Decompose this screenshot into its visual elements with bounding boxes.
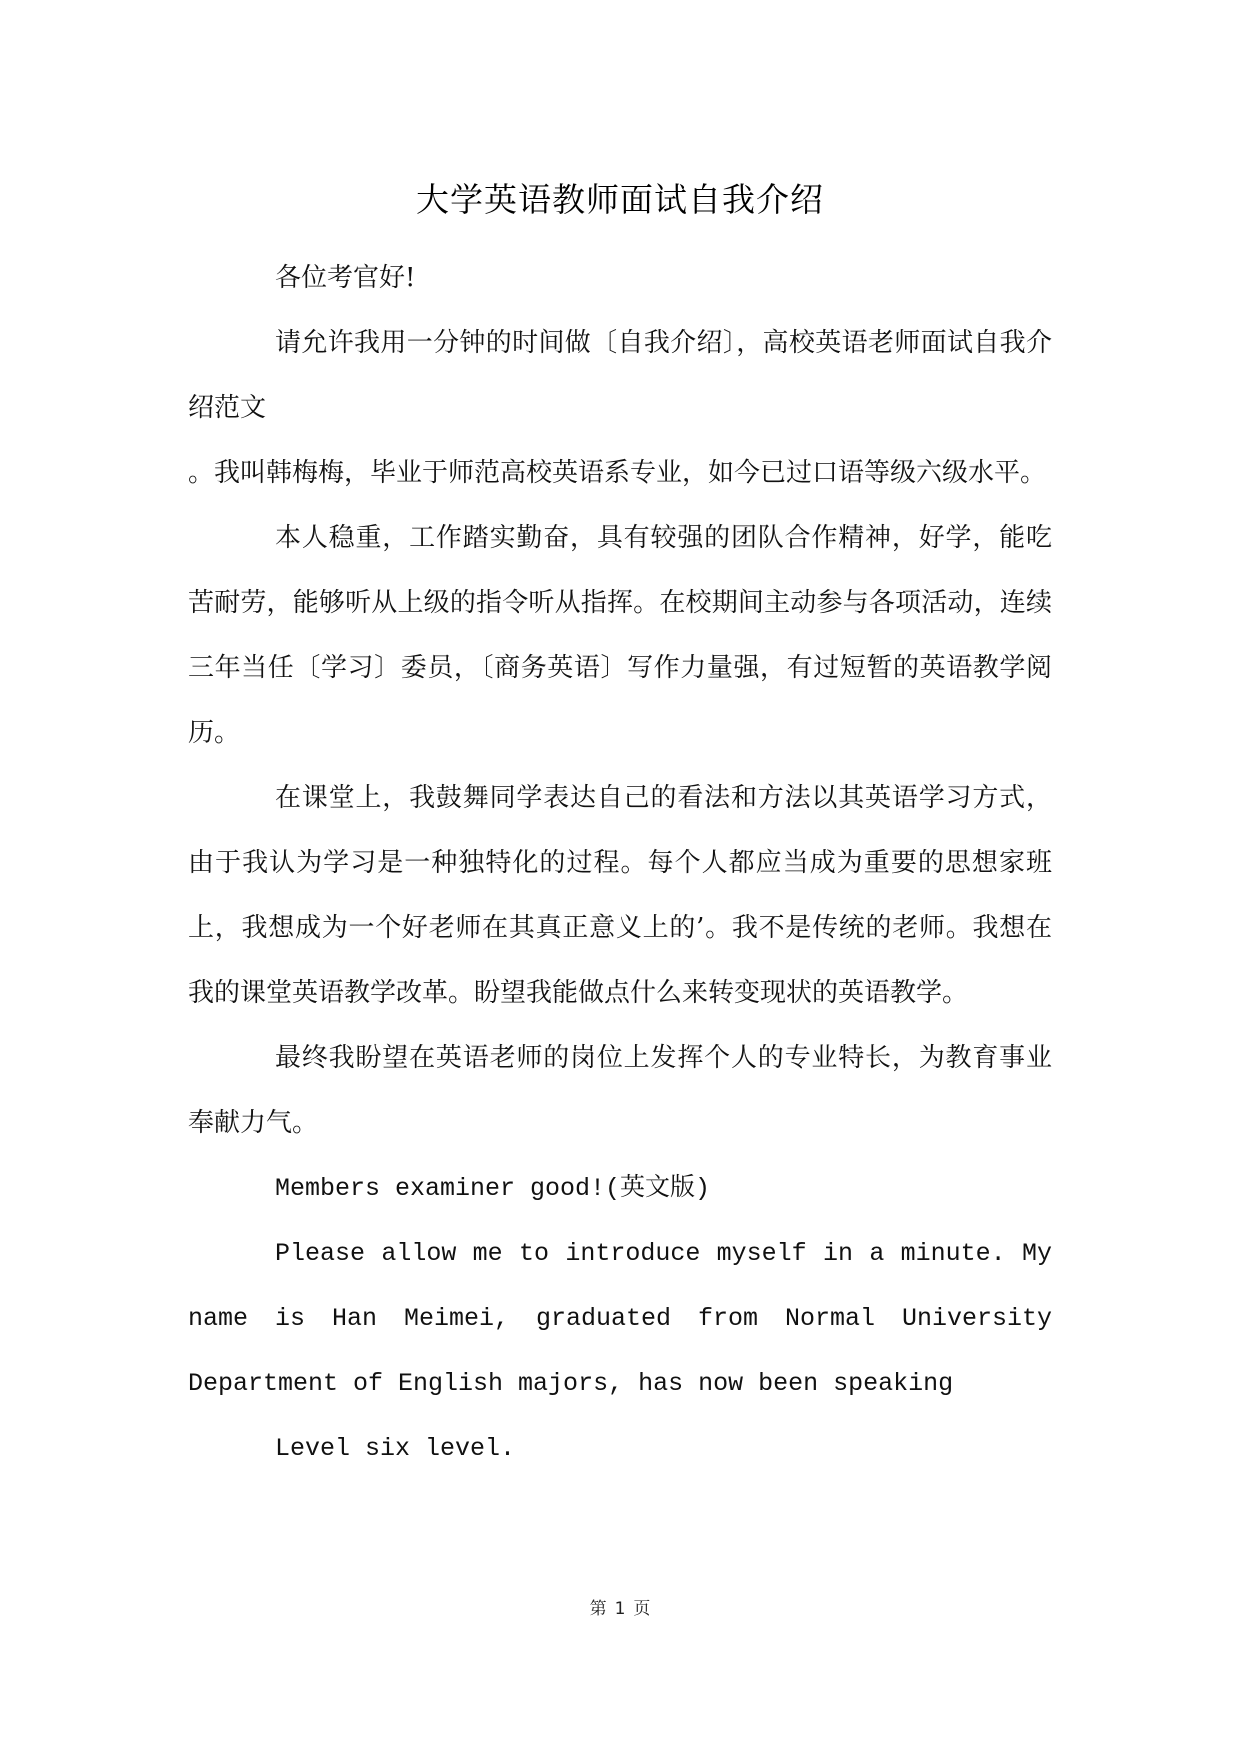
paragraph-name-education: 。我叫韩梅梅，毕业于师范高校英语系专业，如今已过口语等级六级水平。	[188, 458, 1047, 488]
paragraph-personality: 本人稳重，工作踏实勤奋，具有较强的团队合作精神，好学，能吃苦耐劳，能够听从上级的指令听从指挥。在校期间主动参与各项活动，连续三年当任〔学习〕委员，〔商务英语〕写作力量强，有过短暂的英语教学阅历。	[188, 523, 1052, 748]
document-title: 大学英语教师面试自我介绍	[416, 180, 824, 220]
page-number-suffix: 页	[633, 1599, 651, 1619]
paragraph-teaching-philosophy: 在课堂上，我鼓舞同学表达自己的看法和方法以其英语学习方式，由于我认为学习是一种独特化的过程。每个人都应当成为重要的思想家班上，我想成为一个好老师在其真正意义上的’。我不是传统的老师。我想在我的课堂英语教学改革。盼望我能做点什么来转变现状的英语教学。	[188, 783, 1052, 1008]
paragraph-closing: 最终我盼望在英语老师的岗位上发挥个人的专业特长，为教育事业奉献力气。	[188, 1043, 1052, 1138]
paragraph-greeting: 各位考官好!	[275, 263, 416, 293]
document-body	[188, 246, 1052, 1481]
paragraph-intro-request: 请允许我用一分钟的时间做〔自我介绍〕，高校英语老师面试自我介绍范文	[188, 328, 1052, 423]
paragraph-english-intro: Please allow me to introduce myself in a minute. My name is Han Meimei, graduated from Normal University Department of English majors, has now been speaking	[188, 1239, 1052, 1398]
page-number: 1	[614, 1599, 626, 1619]
page-number-prefix: 第	[589, 1599, 607, 1619]
paragraph-english-level: Level six level.	[275, 1434, 516, 1463]
page-footer	[0, 1594, 1240, 1619]
paragraph-english-greeting: Members examiner good!(英文版)	[275, 1174, 711, 1203]
